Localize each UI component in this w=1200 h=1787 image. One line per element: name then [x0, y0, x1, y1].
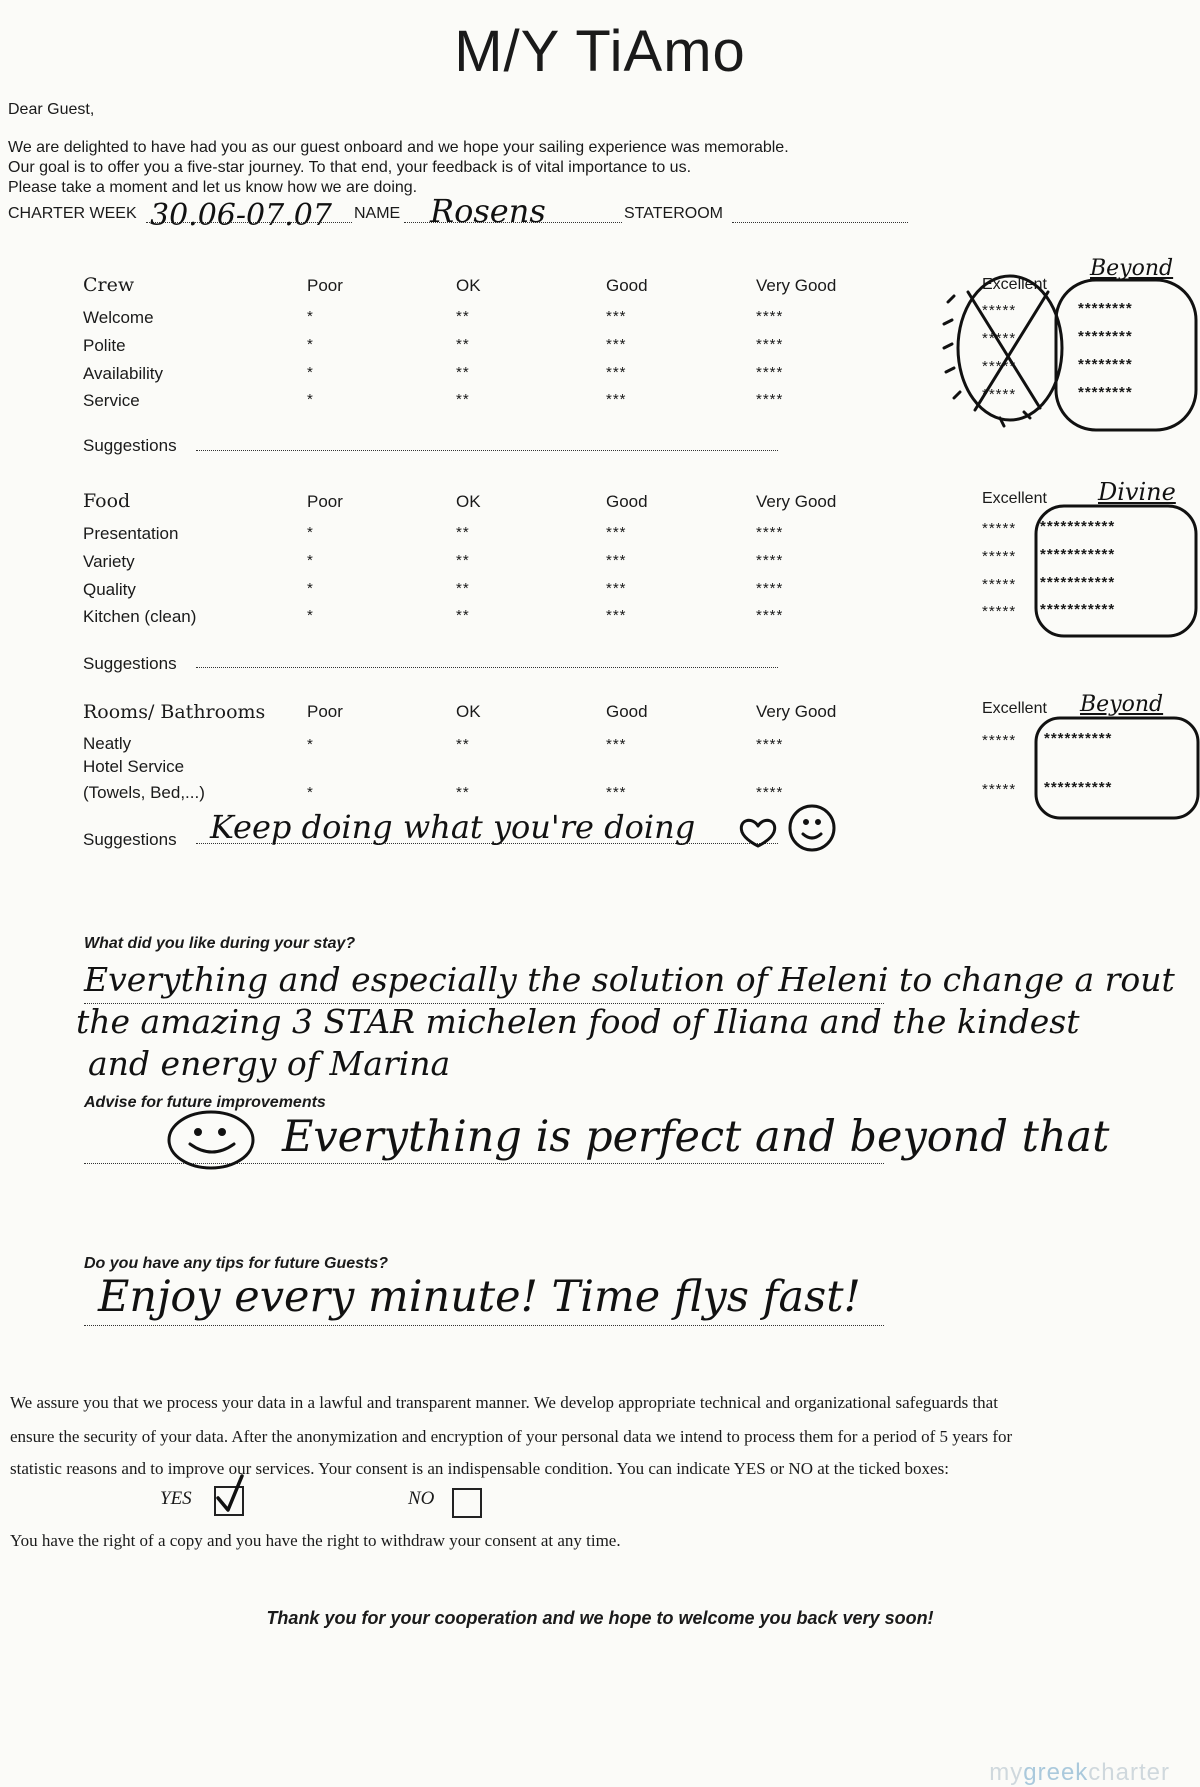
consent-text-3: statistic reasons and to improve our services. Your consent is an indispensable condition. You can indicate YES or NO at the ticked boxes: [10, 1459, 949, 1478]
crew-row1-verygood[interactable]: **** [756, 308, 784, 325]
crew-excellent-crossed-oval [958, 276, 1062, 420]
food-row4-poor[interactable]: * [307, 607, 314, 624]
food-row2-verygood[interactable]: **** [756, 552, 784, 569]
food-row3-ok[interactable]: ** [456, 580, 470, 597]
crew-item-availability: Availability [83, 364, 164, 383]
rooms-row2-good[interactable]: *** [606, 784, 627, 801]
rooms-col-excellent: Excellent [982, 700, 1047, 717]
consent-text-2: ensure the security of your data. After the anonymization and encryption of your personal data we intend to process them for a period of 5 years for [10, 1427, 1013, 1446]
rooms-col-ok: OK [456, 702, 481, 721]
question-liked-label: What did you like during your stay? [84, 935, 356, 952]
food-row1-good[interactable]: *** [606, 524, 627, 541]
crew-row2-excellent[interactable]: ***** [982, 330, 1017, 347]
food-col-ok: OK [456, 492, 481, 511]
crew-row4-good[interactable]: *** [606, 391, 627, 408]
rooms-col-very-good: Very Good [756, 702, 837, 721]
crew-row3-added: ******** [1078, 356, 1133, 373]
stateroom-label: STATEROOM [624, 205, 723, 222]
crew-row2-poor[interactable]: * [307, 336, 314, 353]
section-heading-crew: Crew [83, 274, 135, 296]
crew-cross-line-1 [968, 292, 1040, 408]
rooms-item-neatly: Neatly [83, 734, 132, 753]
question-advise-label: Advise for future improvements [84, 1094, 326, 1111]
heart-icon [741, 820, 774, 846]
crew-row1-good[interactable]: *** [606, 308, 627, 325]
consent-text-1: We assure you that we process your data in a lawful and transparent manner. We develop appropriate technical and organizational safeguards that [10, 1393, 998, 1412]
food-row2-added: *********** [1040, 546, 1116, 563]
food-row1-verygood[interactable]: **** [756, 524, 784, 541]
food-row4-added: *********** [1040, 601, 1116, 618]
food-row4-good[interactable]: *** [606, 607, 627, 624]
crew-row1-added: ******** [1078, 300, 1133, 317]
name-label: NAME [354, 205, 401, 222]
crew-row4-poor[interactable]: * [307, 391, 314, 408]
food-row3-verygood[interactable]: **** [756, 580, 784, 597]
section-heading-food: Food [83, 490, 131, 512]
rooms-row1-poor[interactable]: * [307, 736, 314, 753]
section-heading-rooms: Rooms/ Bathrooms [83, 701, 266, 723]
crew-row2-verygood[interactable]: **** [756, 336, 784, 353]
food-added-rating-label: Divine [1098, 478, 1176, 506]
rooms-row1-excellent[interactable]: ***** [982, 732, 1017, 749]
food-item-variety: Variety [83, 552, 135, 571]
food-row1-added: *********** [1040, 518, 1116, 535]
rooms-col-good: Good [606, 702, 648, 721]
consent-no-label: NO [408, 1488, 435, 1509]
col-good: Good [606, 276, 648, 295]
food-row3-poor[interactable]: * [307, 580, 314, 597]
crew-item-service: Service [83, 391, 140, 410]
name-value[interactable]: Rosens [430, 192, 546, 230]
food-item-kitchen: Kitchen (clean) [83, 607, 197, 626]
rooms-row2-added: ********** [1044, 779, 1113, 796]
rooms-row1-ok[interactable]: ** [456, 736, 470, 753]
consent-rights: You have the right of a copy and you have the right to withdraw your consent at any time. [10, 1531, 621, 1550]
form-title: M/Y TiAmo [454, 19, 746, 84]
food-item-presentation: Presentation [83, 524, 179, 543]
food-row3-excellent[interactable]: ***** [982, 576, 1017, 593]
rooms-row2-excellent[interactable]: ***** [982, 781, 1017, 798]
crew-added-rating-label: Beyond [1090, 256, 1174, 281]
food-suggestions-label: Suggestions [83, 654, 177, 673]
col-very-good: Very Good [756, 276, 837, 295]
crew-row2-ok[interactable]: ** [456, 336, 470, 353]
rooms-suggestions-label: Suggestions [83, 830, 177, 849]
food-col-very-good: Very Good [756, 492, 837, 511]
question-advise-answer[interactable]: Everything is perfect and beyond that [282, 1112, 1110, 1162]
rooms-row1-verygood[interactable]: **** [756, 736, 784, 753]
question-liked-answer-2[interactable]: the amazing 3 STAR michelen food of Iliana and the kindest [76, 1002, 1080, 1041]
big-smiley-icon [169, 1112, 253, 1168]
crew-suggestions-label: Suggestions [83, 436, 177, 455]
rooms-row1-good[interactable]: *** [606, 736, 627, 753]
thank-you-footer: Thank you for your cooperation and we hope to welcome you back very soon! [266, 1608, 934, 1628]
food-col-good: Good [606, 492, 648, 511]
rooms-col-poor: Poor [307, 702, 343, 721]
food-col-poor: Poor [307, 492, 343, 511]
crew-cross-line-2 [975, 292, 1048, 410]
food-row2-excellent[interactable]: ***** [982, 548, 1017, 565]
rooms-item-hotel-service: Hotel Service [83, 757, 185, 776]
smiley-icon [790, 806, 834, 850]
food-row2-ok[interactable]: ** [456, 552, 470, 569]
rooms-row1-added: ********** [1044, 730, 1113, 747]
food-row2-good[interactable]: *** [606, 552, 627, 569]
food-item-quality: Quality [83, 580, 136, 599]
crew-row4-added: ******** [1078, 384, 1133, 401]
question-liked-answer-1[interactable]: Everything and especially the solution of Heleni to change a rout [84, 960, 1175, 999]
food-row4-ok[interactable]: ** [456, 607, 470, 624]
crew-beyond-box [1056, 280, 1196, 430]
food-row4-excellent[interactable]: ***** [982, 603, 1017, 620]
greeting: Dear Guest, [8, 101, 95, 118]
crew-row4-ok[interactable]: ** [456, 391, 470, 408]
rooms-row2-verygood[interactable]: **** [756, 784, 784, 801]
intro-line-2: Our goal is to offer you a five-star journey. To that end, your feedback is of vital importance to us. [8, 159, 692, 176]
crew-item-polite: Polite [83, 336, 126, 355]
crew-row2-added: ******** [1078, 328, 1133, 345]
food-row1-ok[interactable]: ** [456, 524, 470, 541]
crew-row3-verygood[interactable]: **** [756, 364, 784, 381]
yes-check-mark [218, 1476, 242, 1510]
charter-week-value[interactable]: 30.06-07.07 [150, 198, 332, 233]
food-col-excellent: Excellent [982, 490, 1047, 507]
intro-line-1: We are delighted to have had you as our guest onboard and we hope your sailing experience was memorable. [8, 139, 789, 156]
crew-row1-poor[interactable]: * [307, 308, 314, 325]
rooms-row2-ok[interactable]: ** [456, 784, 470, 801]
crew-row4-verygood[interactable]: **** [756, 391, 784, 408]
col-excellent: Excellent [982, 276, 1047, 293]
food-divine-box [1036, 506, 1196, 636]
rooms-item-towels-bed: (Towels, Bed,...) [83, 783, 205, 802]
food-row2-poor[interactable]: * [307, 552, 314, 569]
question-liked-answer-3[interactable]: and energy of Marina [88, 1044, 451, 1083]
col-ok: OK [456, 276, 481, 295]
rooms-suggestions-value[interactable]: Keep doing what you're doing [210, 808, 696, 846]
col-poor: Poor [307, 276, 343, 295]
food-row1-excellent[interactable]: ***** [982, 520, 1017, 537]
question-tips-answer[interactable]: Enjoy every minute! Time flys fast! [98, 1272, 861, 1322]
food-row4-verygood[interactable]: **** [756, 607, 784, 624]
intro-line-3: Please take a moment and let us know how we are doing. [8, 179, 418, 196]
crew-row3-poor[interactable]: * [307, 364, 314, 381]
rooms-beyond-box [1036, 718, 1198, 818]
food-row1-poor[interactable]: * [307, 524, 314, 541]
rooms-added-rating-label: Beyond [1080, 692, 1164, 717]
consent-yes-label: YES [160, 1488, 192, 1509]
crew-tick-marks [944, 296, 1030, 426]
crew-item-welcome: Welcome [83, 308, 154, 327]
question-tips-label: Do you have any tips for future Guests? [84, 1255, 389, 1272]
crew-row1-excellent[interactable]: ***** [982, 302, 1017, 319]
crew-row3-excellent[interactable]: ***** [982, 358, 1017, 375]
food-row3-added: *********** [1040, 574, 1116, 591]
crew-row3-good[interactable]: *** [606, 364, 627, 381]
crew-row4-excellent[interactable]: ***** [982, 386, 1017, 403]
rooms-row2-poor[interactable]: * [307, 784, 314, 801]
crew-row2-good[interactable]: *** [606, 336, 627, 353]
crew-row1-ok[interactable]: ** [456, 308, 470, 325]
charter-week-label: CHARTER WEEK [8, 205, 137, 222]
crew-row3-ok[interactable]: ** [456, 364, 470, 381]
food-row3-good[interactable]: *** [606, 580, 627, 597]
watermark-logo: mygreekcharter [989, 1759, 1170, 1786]
